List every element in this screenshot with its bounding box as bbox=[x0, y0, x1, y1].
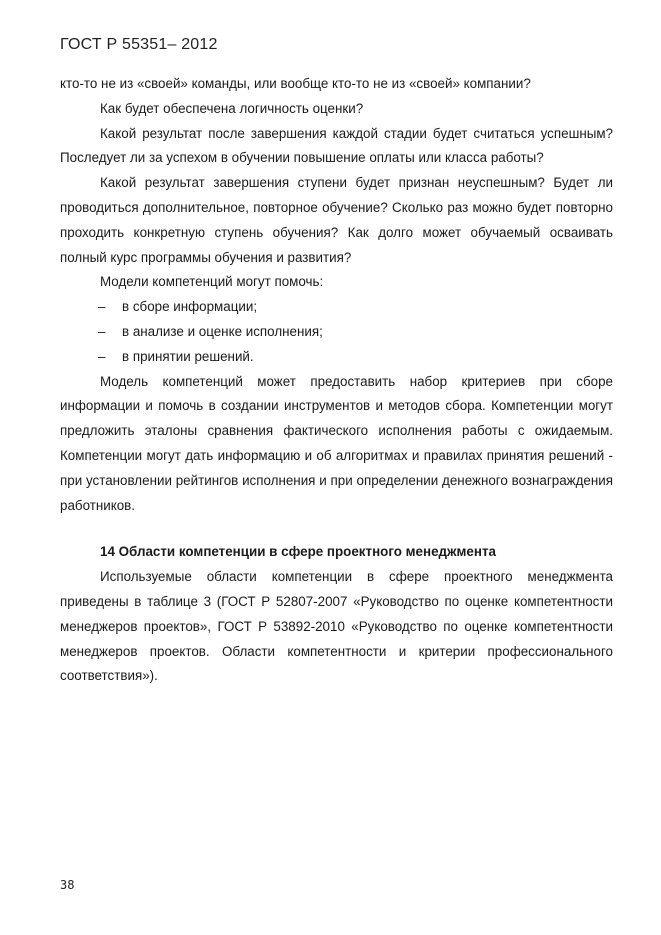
paragraph-4: Какой результат завершения ступени будет признан неуспешным? Будет ли проводиться дополнительное, повторное обучение? Сколько раз можно будет повторно проходить конкретную ступень обучения? Как долго может обучаемый осваивать полный курс программы обучения и развития? bbox=[60, 175, 613, 265]
paragraph-1: кто-то не из «своей» команды, или вообще кто-то не из «своей» компании? bbox=[60, 76, 531, 91]
list-item-text: в принятии решений. bbox=[122, 348, 254, 364]
list-item bbox=[60, 320, 613, 345]
list-item-text: в анализе и оценке исполнения; bbox=[122, 323, 323, 339]
list-item bbox=[60, 345, 613, 370]
list-item bbox=[60, 295, 613, 320]
paragraph-2: Как будет обеспечена логичность оценки? bbox=[100, 100, 364, 116]
paragraph-6: Модель компетенций может предоставить набор критериев при сборе информации и помочь в создании инструментов и методов сбора. Компетенции могут предложить эталоны сравнения фактического исполнения работы с ожидаемым. Компетенции могут дать информацию и об алгоритмах и правилах принятия решений - при установлении рейтингов исполнения и при определении денежного вознаграждения работников. bbox=[60, 373, 613, 513]
list-dash: – bbox=[98, 323, 106, 339]
page-number: 38 bbox=[60, 878, 75, 892]
section-heading: 14 Области компетенции в сфере проектного менеджмента bbox=[100, 544, 496, 560]
paragraph-7: Используемые области компетенции в сфере проектного менеджмента приведены в таблице 3 (ГОСТ Р 52807-2007 «Руководство по оценке компетентности менеджеров проектов», ГОСТ Р 53892-2010 «Руководство по оценке компетентности менеджеров проектов. Области компетентности и критерии профессионального соответствия»). bbox=[60, 569, 613, 684]
document-header: ГОСТ Р 55351– 2012 bbox=[60, 36, 218, 53]
list-dash: – bbox=[98, 348, 106, 364]
paragraph-3: Какой результат после завершения каждой стадии будет считаться успешным? Последует ли за успехом в обучении повышение оплаты или класса работы? bbox=[60, 125, 613, 166]
page-body bbox=[60, 72, 613, 689]
list-item-text: в сборе информации; bbox=[122, 299, 258, 315]
list-dash: – bbox=[98, 299, 106, 315]
paragraph-5: Модели компетенций могут помочь: bbox=[100, 274, 324, 290]
